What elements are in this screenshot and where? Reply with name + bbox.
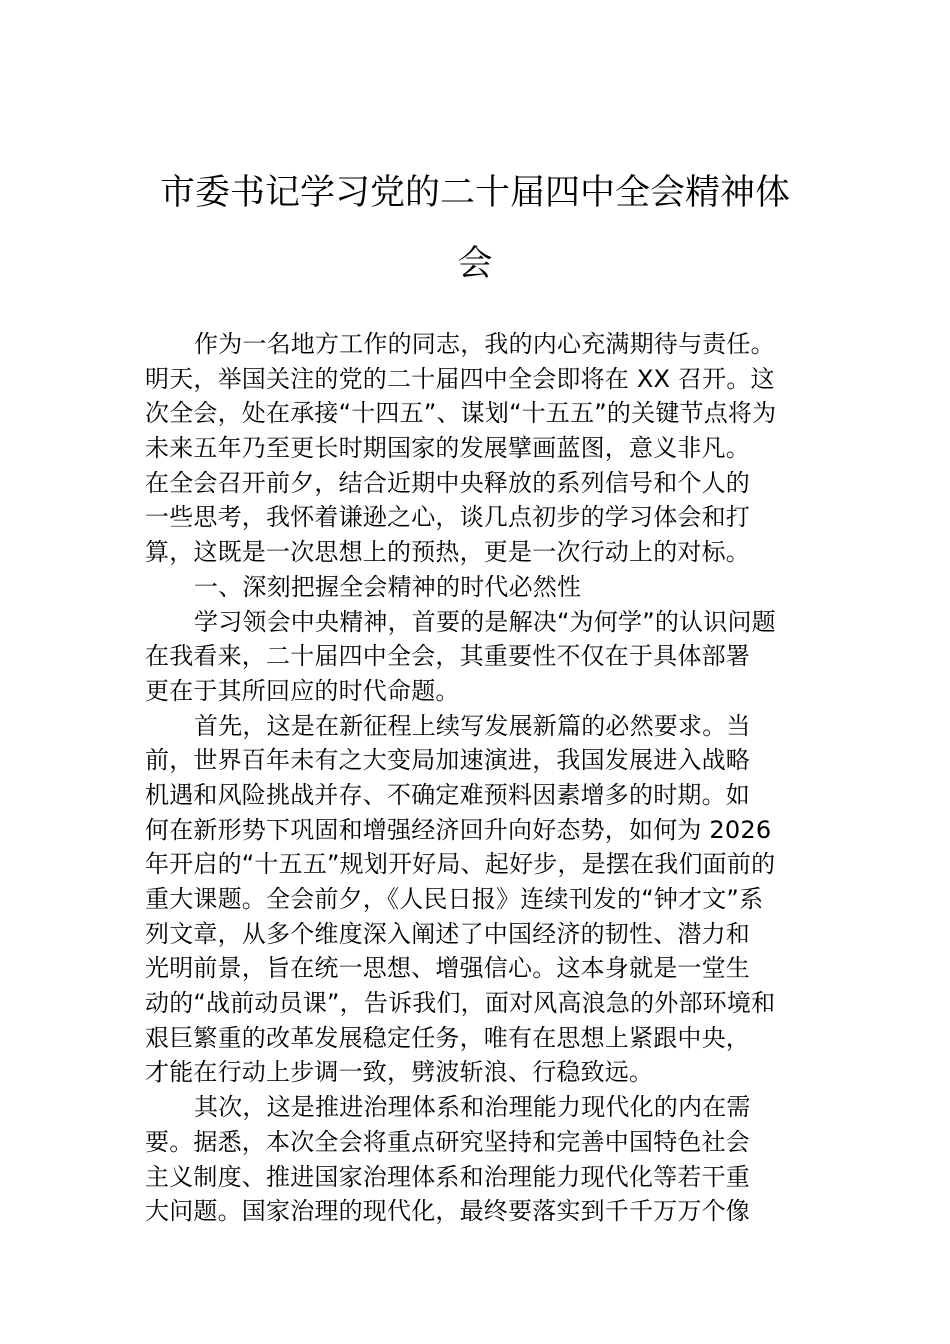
section-heading: 一、深刻把握全会精神的时代必然性 <box>194 572 582 601</box>
document-title-line-1: 市委书记学习党的二十届四中全会精神体 <box>159 173 790 213</box>
body-line: 大问题。国家治理的现代化，最终要落实到千千万万个像 <box>145 1197 750 1226</box>
body-line: 一些思考，我怀着谦逊之心，谈几点初步的学习体会和打 <box>145 503 750 532</box>
body-line: 动的“战前动员课”，告诉我们，面对风高浪急的外部环境和 <box>145 989 776 1018</box>
body-line: 何在新形势下巩固和增强经济回升向好态势，如何为 2026 <box>145 815 772 844</box>
body-line: 才能在行动上步调一致，劈波斩浪、行稳致远。 <box>145 1058 654 1087</box>
body-line: 主义制度、推进国家治理体系和治理能力现代化等若干重 <box>145 1162 750 1191</box>
body-line: 未来五年乃至更长时期国家的发展擘画蓝图，意义非凡。 <box>145 434 750 463</box>
body-line: 学习领会中央精神，首要的是解决“为何学”的认识问题 <box>194 607 776 636</box>
body-line: 光明前景，旨在统一思想、增强信心。这本身就是一堂生 <box>145 954 750 983</box>
body-line: 明天，举国关注的党的二十届四中全会即将在 XX 召开。这 <box>145 364 775 393</box>
body-line: 算，这既是一次思想上的预热，更是一次行动上的对标。 <box>145 538 750 567</box>
body-line: 次全会，处在承接“十四五”、谋划“十五五”的关键节点将为 <box>145 399 777 428</box>
body-line: 更在于其所回应的时代命题。 <box>145 676 460 705</box>
body-line: 重大课题。全会前夕，《人民日报》连续刊发的“钟才文”系 <box>145 885 764 913</box>
body-line: 艰巨繁重的改革发展稳定任务，唯有在思想上紧跟中央， <box>145 1023 750 1052</box>
body-line: 前，世界百年未有之大变局加速演进，我国发展进入战略 <box>145 746 750 775</box>
body-line: 首先，这是在新征程上续写发展新篇的必然要求。当 <box>194 711 751 740</box>
body-line: 其次，这是推进治理体系和治理能力现代化的内在需 <box>194 1093 751 1122</box>
body-line: 作为一名地方工作的同志，我的内心充满期待与责任。 <box>194 330 775 358</box>
body-line: 在全会召开前夕，结合近期中央释放的系列信号和个人的 <box>145 468 750 497</box>
document-title-line-2: 会 <box>457 244 493 284</box>
document-body <box>145 327 825 1229</box>
body-line: 在我看来，二十届四中全会，其重要性不仅在于具体部署 <box>145 642 750 671</box>
body-line: 列文章，从多个维度深入阐述了中国经济的韧性、潜力和 <box>145 919 750 948</box>
body-line: 机遇和风险挑战并存、不确定难预料因素增多的时期。如 <box>145 780 750 809</box>
body-line: 年开启的“十五五”规划开好局、起好步，是摆在我们面前的 <box>145 850 776 879</box>
body-line: 要。据悉，本次全会将重点研究坚持和完善中国特色社会 <box>145 1127 750 1156</box>
